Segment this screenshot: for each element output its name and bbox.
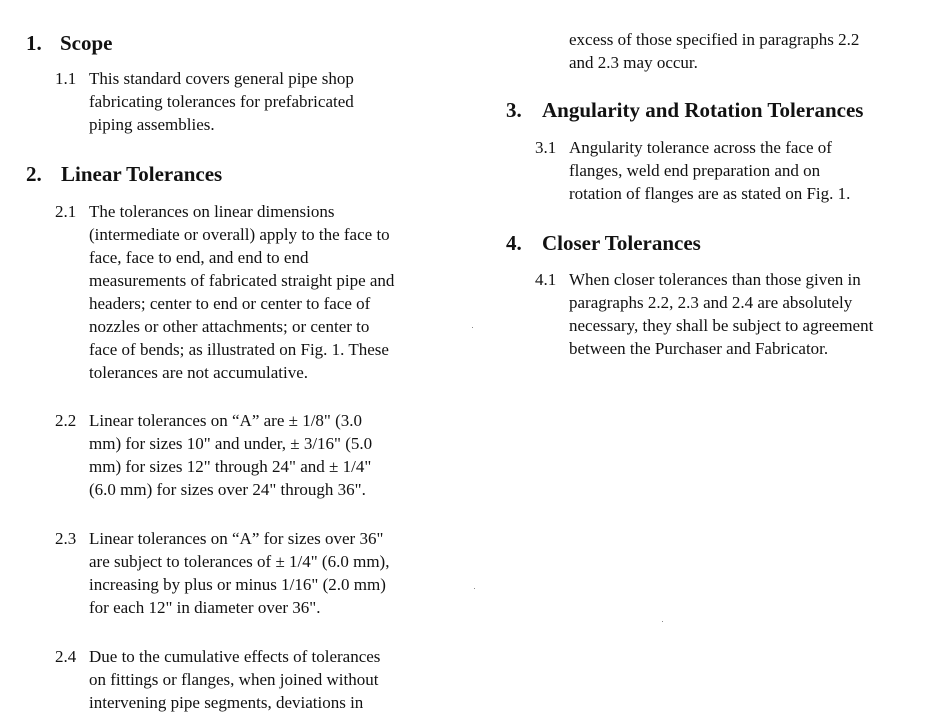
paragraph-line: Linear tolerances on “A” for sizes over 36": [89, 529, 384, 548]
section-heading-closer-tolerances: [506, 231, 701, 255]
paragraph-line: measurements of fabricated straight pipe and: [89, 271, 395, 290]
paragraph-number: 2.3: [55, 529, 77, 548]
scan-speck: [472, 327, 473, 328]
section-number: 4.: [506, 231, 522, 255]
section-number: 1.: [26, 31, 42, 55]
paragraph-2-3: [55, 527, 389, 619]
paragraph-line: between the Purchaser and Fabricator.: [569, 339, 829, 358]
paragraph-2-2: [55, 409, 372, 501]
paragraph-line: necessary, they shall be subject to agreement: [569, 316, 874, 335]
paragraph-line: rotation of flanges are as stated on Fig. 1.: [569, 184, 851, 203]
paragraph-line: The tolerances on linear dimensions: [89, 202, 335, 221]
paragraph-number: 3.1: [535, 138, 557, 157]
section-title: Scope: [60, 31, 113, 55]
paragraph-3-1: [535, 136, 850, 205]
paragraph-line: tolerances are not accumulative.: [89, 363, 308, 382]
paragraph-line: are subject to tolerances of ± 1/4" (6.0 mm),: [89, 552, 390, 571]
paragraph-line: fabricating tolerances for prefabricated: [89, 92, 354, 111]
paragraph-number: 2.2: [55, 411, 77, 430]
paragraph-line: (6.0 mm) for sizes over 24" through 36".: [89, 480, 366, 499]
paragraph-line: increasing by plus or minus 1/16" (2.0 mm): [89, 575, 386, 594]
section-number: 3.: [506, 98, 522, 122]
scan-speck: [474, 588, 475, 589]
paragraph-line: Linear tolerances on “A” are ± 1/8" (3.0: [89, 411, 363, 430]
paragraph-4-1: [535, 268, 873, 360]
paragraph-line: mm) for sizes 12" through 24" and ± 1/4": [89, 457, 372, 476]
paragraph-line: Angularity tolerance across the face of: [569, 138, 832, 157]
paragraph-line: face of bends; as illustrated on Fig. 1. These: [89, 340, 389, 359]
paragraph-line: When closer tolerances than those given in: [569, 270, 861, 289]
paragraph-line: and 2.3 may occur.: [569, 53, 698, 72]
paragraph-2-1: [55, 200, 394, 384]
paragraph-number: 4.1: [535, 270, 557, 289]
paragraph-number: 2.4: [55, 647, 77, 666]
paragraph-line: (intermediate or overall) apply to the face to: [89, 225, 390, 244]
paragraph-line: for each 12" in diameter over 36".: [89, 598, 321, 617]
paragraph-1-1: [55, 67, 354, 136]
paragraph-line: This standard covers general pipe shop: [89, 69, 354, 88]
paragraph-line: nozzles or other attachments; or center to: [89, 317, 370, 336]
section-title: Linear Tolerances: [61, 162, 223, 186]
paragraph-number: 2.1: [55, 202, 77, 221]
section-title: Closer Tolerances: [542, 231, 701, 255]
scan-speck: [662, 621, 663, 622]
paragraph-line: Due to the cumulative effects of tolerances: [89, 647, 381, 666]
paragraph-line: intervening pipe segments, deviations in: [89, 693, 364, 712]
paragraph-2-4-continuation: [569, 28, 859, 74]
section-heading-angularity-rotation: [506, 98, 863, 122]
paragraph-line: flanges, weld end preparation and on: [569, 161, 821, 180]
paragraph-line: on fittings or flanges, when joined without: [89, 670, 379, 689]
paragraph-line: face, face to end, and end to end: [89, 248, 309, 267]
paragraph-line: headers; center to end or center to face of: [89, 294, 371, 313]
paragraph-2-4: [55, 645, 380, 714]
section-title: Angularity and Rotation Tolerances: [542, 98, 864, 122]
paragraph-line: mm) for sizes 10" and under, ± 3/16" (5.0: [89, 434, 373, 453]
paragraph-line: paragraphs 2.2, 2.3 and 2.4 are absolutely: [569, 293, 853, 312]
paragraph-line: excess of those specified in paragraphs 2.2: [569, 30, 860, 49]
paragraph-line: piping assemblies.: [89, 115, 215, 134]
paragraph-number: 1.1: [55, 69, 77, 88]
section-number: 2.: [26, 162, 42, 186]
section-heading-linear-tolerances: [26, 162, 222, 186]
section-heading-scope: [26, 31, 113, 55]
